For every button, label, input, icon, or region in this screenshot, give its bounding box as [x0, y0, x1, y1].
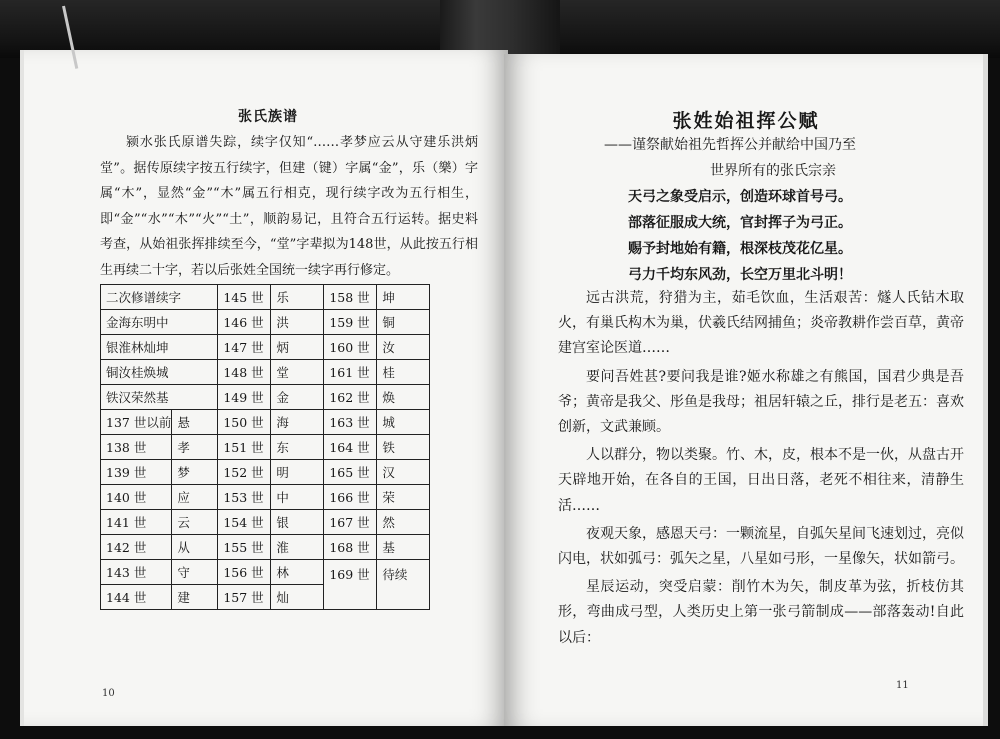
table-cell: 149 世	[218, 385, 271, 410]
table-cell: 152 世	[218, 460, 271, 485]
table-cell: 守	[172, 560, 218, 585]
table-cell: 155 世	[218, 535, 271, 560]
table-cell: 162 世	[324, 385, 377, 410]
table-cell: 炳	[271, 335, 324, 360]
table-cell: 铜	[377, 310, 430, 335]
lineage-table	[100, 284, 430, 610]
table-cell: 中	[271, 485, 324, 510]
table-cell: 146 世	[218, 310, 271, 335]
table-cell: 基	[377, 535, 430, 560]
table-cell: 从	[172, 535, 218, 560]
table-cell: 161 世	[324, 360, 377, 385]
table-cell: 144 世	[101, 585, 172, 610]
table-cell: 金	[271, 385, 324, 410]
table-cell: 应	[172, 485, 218, 510]
table-cell: 165 世	[324, 460, 377, 485]
table-row	[101, 485, 430, 510]
table-cell: 166 世	[324, 485, 377, 510]
table-cell: 林	[271, 560, 324, 585]
table-cell: 二次修谱续字	[101, 285, 218, 310]
table-cell: 141 世	[101, 510, 172, 535]
table-row	[101, 310, 430, 335]
intro-paragraph: 颍水张氏原谱失踪，续字仅知“……孝梦应云从守建乐洪炳堂”。据传原续字按五行续字，但建（键）字属“金”，乐（樂）字属“木”，显然“金”“木”属五行相克，现行续字改为五行相生，即“金”“水”“木”“火”“土”，顺韵易记，且符合五行运转。据史料考查，从始祖张挥排续至今，“堂”字辈拟为148世，从此按五行相生再续二十字，若以后张姓全国统一续字再行修定。	[100, 135, 478, 278]
table-row	[101, 360, 430, 385]
table-cell: 荣	[377, 485, 430, 510]
table-cell: 城	[377, 410, 430, 435]
table-cell: 海	[271, 410, 324, 435]
table-cell: 137 世以前	[101, 410, 172, 435]
body-paragraph: 夜观天象，感恩天弓：一颗流星，自弧矢星间飞速划过，亮似闪电，状如弧弓：弧矢之星，八星如弓形，一星像矢，状如箭弓。	[558, 525, 964, 568]
table-cell: 然	[377, 510, 430, 535]
poem-line: 赐予封地始有籍，根深枝茂花亿星。	[628, 241, 852, 257]
table-cell: 150 世	[218, 410, 271, 435]
subtitle-line-1: ——谨祭献始祖先哲挥公并献给中国乃至	[604, 137, 856, 153]
table-cell: 145 世	[218, 285, 271, 310]
table-cell: 159 世	[324, 310, 377, 335]
poem-line: 弓力千均东风劲，长空万里北斗明！	[628, 267, 852, 283]
table-cell: 淮	[271, 535, 324, 560]
table-row	[101, 285, 430, 310]
table-cell: 139 世	[101, 460, 172, 485]
table-cell: 悬	[172, 410, 218, 435]
table-cell: 151 世	[218, 435, 271, 460]
table-cell: 铁	[377, 435, 430, 460]
page-number: 11	[896, 680, 909, 691]
subtitle-line-2: 世界所有的张氏宗亲	[710, 163, 836, 179]
poem	[628, 184, 852, 288]
table-cell: 汝	[377, 335, 430, 360]
intro-paragraph-block	[100, 130, 478, 284]
table-cell: 孝	[172, 435, 218, 460]
table-cell: 168 世	[324, 535, 377, 560]
table-cell: 银	[271, 510, 324, 535]
table-cell: 147 世	[218, 335, 271, 360]
table-cell: 143 世	[101, 560, 172, 585]
body-text	[558, 286, 964, 654]
table-cell: 待续	[377, 560, 430, 610]
body-paragraph: 远古洪荒，狩猎为主，茹毛饮血，生活艰苦：燧人氏钻木取火，有巢氏构木为巢，伏羲氏结网捕鱼；炎帝教耕作尝百草，黄帝建宫室论医道……	[558, 290, 964, 357]
table-cell: 138 世	[101, 435, 172, 460]
table-cell: 158 世	[324, 285, 377, 310]
page-title: 张姓始祖挥公赋	[672, 110, 820, 132]
table-cell: 164 世	[324, 435, 377, 460]
table-cell: 154 世	[218, 510, 271, 535]
poem-line: 天弓之象受启示，创造环球首号弓。	[628, 189, 852, 205]
table-cell: 乐	[271, 285, 324, 310]
table-row	[101, 335, 430, 360]
table-row	[101, 460, 430, 485]
left-page	[20, 50, 508, 726]
table-row	[101, 385, 430, 410]
table-cell: 明	[271, 460, 324, 485]
table-cell: 云	[172, 510, 218, 535]
poem-line: 部落征服成大统，官封挥子为弓正。	[628, 215, 852, 231]
table-cell: 金海东明中	[101, 310, 218, 335]
table-cell: 灿	[271, 585, 324, 610]
table-row	[101, 510, 430, 535]
lineage-table-body	[101, 285, 430, 610]
table-cell: 148 世	[218, 360, 271, 385]
table-cell: 157 世	[218, 585, 271, 610]
table-cell: 160 世	[324, 335, 377, 360]
table-cell: 163 世	[324, 410, 377, 435]
body-paragraph: 要问吾姓甚?要问我是谁?姬水称雄之有熊国，国君少典是吾爷；黄帝是我父、彤鱼是我母；祖居轩辕之丘，排行是老五：喜欢创新，文武兼顾。	[558, 368, 964, 436]
table-cell: 167 世	[324, 510, 377, 535]
table-row	[101, 410, 430, 435]
table-cell: 桂	[377, 360, 430, 385]
body-paragraph: 人以群分，物以类聚。竹、木，皮，根本不是一伙，从盘古开天辟地开始，在各自的王国，日出日落，老死不相往来，清静生活……	[558, 447, 964, 514]
table-cell: 142 世	[101, 535, 172, 560]
body-paragraph: 星辰运动，突受启蒙：削竹木为矢，制皮革为弦，折枝仿其形，弯曲成弓型，人类历史上第一张弓箭制成——部落轰动!自此以后：	[558, 579, 964, 646]
table-cell: 156 世	[218, 560, 271, 585]
table-cell: 建	[172, 585, 218, 610]
right-page	[504, 54, 988, 726]
table-cell: 堂	[271, 360, 324, 385]
table-cell: 洪	[271, 310, 324, 335]
table-cell: 东	[271, 435, 324, 460]
table-row	[101, 560, 430, 585]
table-row	[101, 435, 430, 460]
table-cell: 坤	[377, 285, 430, 310]
table-cell: 梦	[172, 460, 218, 485]
table-cell: 铁汉荣然基	[101, 385, 218, 410]
page-number: 10	[102, 688, 115, 699]
page-title: 张氏族谱	[238, 109, 298, 125]
table-cell: 铜汝桂焕城	[101, 360, 218, 385]
table-cell: 银淮林灿坤	[101, 335, 218, 360]
table-cell: 焕	[377, 385, 430, 410]
table-row	[101, 535, 430, 560]
table-cell: 140 世	[101, 485, 172, 510]
table-cell: 汉	[377, 460, 430, 485]
table-cell: 153 世	[218, 485, 271, 510]
table-cell: 169 世	[324, 560, 377, 610]
